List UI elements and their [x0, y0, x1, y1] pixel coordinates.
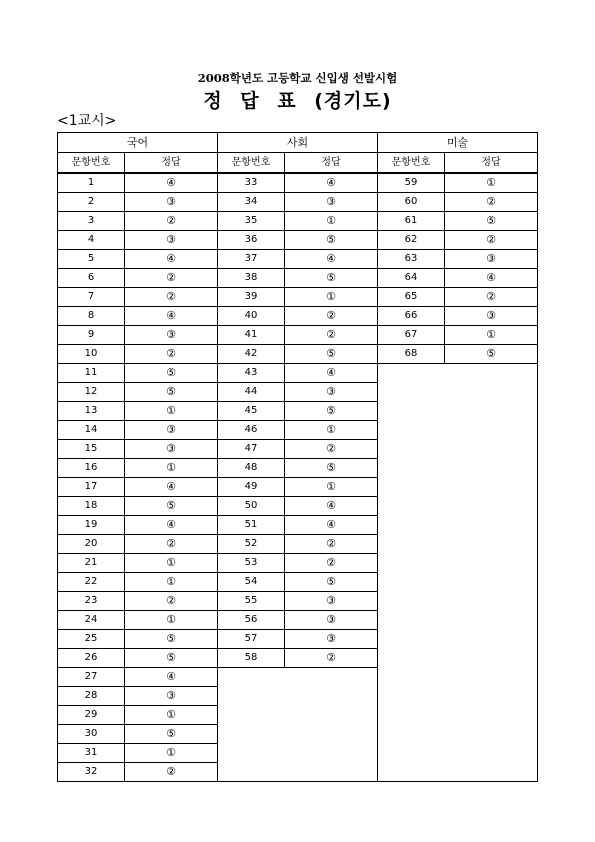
- table-row: [58, 212, 217, 231]
- table-row: [218, 269, 377, 288]
- question-number: 43: [218, 364, 285, 382]
- table-row: [58, 193, 217, 212]
- number-column-header: 문항번호: [58, 153, 125, 172]
- answer-cell: ①: [326, 480, 336, 493]
- table-row: [218, 250, 377, 269]
- answer-cell: ③: [326, 385, 336, 398]
- table-row: [218, 402, 377, 421]
- table-row: [58, 459, 217, 478]
- question-number: 29: [58, 706, 125, 724]
- table-row: [58, 554, 217, 573]
- table-row: [218, 573, 377, 592]
- table-row: [58, 364, 217, 383]
- row-list: [58, 174, 217, 782]
- question-number: 58: [218, 649, 285, 667]
- table-row: [218, 478, 377, 497]
- question-number: 37: [218, 250, 285, 268]
- answer-cell: ④: [166, 176, 176, 189]
- section-header: 사회: [218, 133, 377, 153]
- question-number: 13: [58, 402, 125, 420]
- question-number: 18: [58, 497, 125, 515]
- session-label: <1교시>: [57, 113, 117, 129]
- table-row: [58, 649, 217, 668]
- question-number: 48: [218, 459, 285, 477]
- question-number: 15: [58, 440, 125, 458]
- answer-cell: ④: [326, 366, 336, 379]
- answer-cell: ④: [326, 499, 336, 512]
- question-number: 24: [58, 611, 125, 629]
- answer-cell: ②: [326, 309, 336, 322]
- question-number: 42: [218, 345, 285, 363]
- answer-cell: ③: [166, 328, 176, 341]
- answer-cell: ⑤: [326, 575, 336, 588]
- column-header-row: [218, 153, 377, 174]
- answer-cell: ①: [326, 423, 336, 436]
- answer-cell: ②: [326, 442, 336, 455]
- answer-cell: ④: [166, 252, 176, 265]
- question-number: 28: [58, 687, 125, 705]
- table-row: [58, 307, 217, 326]
- question-number: 41: [218, 326, 285, 344]
- row-list: [218, 174, 377, 668]
- question-number: 44: [218, 383, 285, 401]
- table-row: [378, 288, 537, 307]
- question-number: 10: [58, 345, 125, 363]
- answer-cell: ⑤: [326, 271, 336, 284]
- answer-cell: ①: [166, 575, 176, 588]
- question-number: 53: [218, 554, 285, 572]
- answer-cell: ⑤: [166, 651, 176, 664]
- question-number: 30: [58, 725, 125, 743]
- answer-cell: ③: [486, 252, 496, 265]
- section-art: [378, 133, 537, 781]
- question-number: 26: [58, 649, 125, 667]
- question-number: 11: [58, 364, 125, 382]
- question-number: 65: [378, 288, 445, 306]
- answer-cell: ②: [166, 290, 176, 303]
- question-number: 66: [378, 307, 445, 325]
- column-header-row: [58, 153, 217, 174]
- table-row: [58, 326, 217, 345]
- question-number: 6: [58, 269, 125, 287]
- table-row: [58, 668, 217, 687]
- answer-column-header: 정답: [321, 157, 341, 168]
- table-row: [218, 440, 377, 459]
- question-number: 63: [378, 250, 445, 268]
- question-number: 12: [58, 383, 125, 401]
- question-number: 47: [218, 440, 285, 458]
- answer-cell: ③: [166, 233, 176, 246]
- question-number: 22: [58, 573, 125, 591]
- answer-cell: ①: [326, 214, 336, 227]
- table-row: [218, 364, 377, 383]
- question-number: 16: [58, 459, 125, 477]
- answer-cell: ②: [326, 328, 336, 341]
- table-row: [218, 554, 377, 573]
- question-number: 27: [58, 668, 125, 686]
- answer-cell: ②: [166, 214, 176, 227]
- answer-cell: ③: [326, 195, 336, 208]
- answer-column-header: 정답: [481, 157, 501, 168]
- question-number: 35: [218, 212, 285, 230]
- table-row: [58, 763, 217, 782]
- question-number: 9: [58, 326, 125, 344]
- table-row: [218, 307, 377, 326]
- table-row: [58, 345, 217, 364]
- question-number: 59: [378, 174, 445, 192]
- question-number: 32: [58, 763, 125, 781]
- table-row: [58, 611, 217, 630]
- question-number: 61: [378, 212, 445, 230]
- table-row: [218, 326, 377, 345]
- answer-cell: ②: [166, 594, 176, 607]
- section-header: 미술: [378, 133, 537, 153]
- question-number: 31: [58, 744, 125, 762]
- question-number: 3: [58, 212, 125, 230]
- table-row: [58, 288, 217, 307]
- question-number: 45: [218, 402, 285, 420]
- question-number: 55: [218, 592, 285, 610]
- table-row: [58, 744, 217, 763]
- answer-cell: ①: [166, 746, 176, 759]
- answer-cell: ①: [166, 613, 176, 626]
- table-row: [58, 516, 217, 535]
- table-row: [218, 497, 377, 516]
- answer-cell: ①: [166, 556, 176, 569]
- question-number: 34: [218, 193, 285, 211]
- question-number: 60: [378, 193, 445, 211]
- question-number: 38: [218, 269, 285, 287]
- question-number: 21: [58, 554, 125, 572]
- question-number: 7: [58, 288, 125, 306]
- answer-cell: ②: [326, 556, 336, 569]
- answer-cell: ②: [166, 537, 176, 550]
- table-row: [378, 326, 537, 345]
- question-number: 64: [378, 269, 445, 287]
- answer-cell: ③: [166, 195, 176, 208]
- answer-cell: ①: [486, 328, 496, 341]
- table-row: [218, 649, 377, 668]
- answer-column-header: 정답: [161, 157, 181, 168]
- question-number: 2: [58, 193, 125, 211]
- question-number: 39: [218, 288, 285, 306]
- table-row: [58, 725, 217, 744]
- question-number: 46: [218, 421, 285, 439]
- row-list: [378, 174, 537, 364]
- answer-cell: ⑤: [326, 404, 336, 417]
- table-row: [218, 516, 377, 535]
- table-row: [58, 174, 217, 193]
- question-number: 25: [58, 630, 125, 648]
- table-row: [378, 212, 537, 231]
- answer-cell: ②: [166, 347, 176, 360]
- answer-cell: ②: [326, 537, 336, 550]
- question-number: 49: [218, 478, 285, 496]
- table-row: [58, 402, 217, 421]
- question-number: 57: [218, 630, 285, 648]
- answer-cell: ⑤: [486, 347, 496, 360]
- question-number: 23: [58, 592, 125, 610]
- answer-cell: ⑤: [166, 499, 176, 512]
- number-column-header: 문항번호: [378, 153, 445, 172]
- table-row: [378, 193, 537, 212]
- table-row: [218, 174, 377, 193]
- answer-cell: ③: [326, 632, 336, 645]
- answer-cell: ③: [166, 423, 176, 436]
- answer-cell: ②: [326, 651, 336, 664]
- question-number: 19: [58, 516, 125, 534]
- column-header-row: [378, 153, 537, 174]
- question-number: 68: [378, 345, 445, 363]
- table-row: [58, 478, 217, 497]
- number-column-header: 문항번호: [218, 153, 285, 172]
- table-row: [218, 212, 377, 231]
- table-row: [58, 421, 217, 440]
- answer-cell: ③: [486, 309, 496, 322]
- table-row: [58, 687, 217, 706]
- table-row: [218, 459, 377, 478]
- table-row: [58, 440, 217, 459]
- answer-cell: ①: [486, 176, 496, 189]
- answer-cell: ②: [486, 195, 496, 208]
- table-row: [218, 421, 377, 440]
- answer-cell: ④: [326, 176, 336, 189]
- table-row: [218, 630, 377, 649]
- answer-cell: ⑤: [326, 347, 336, 360]
- table-row: [58, 497, 217, 516]
- section-korean: [58, 133, 218, 781]
- page-title: 정 답 표 (경기도): [203, 90, 392, 112]
- table-row: [218, 592, 377, 611]
- answer-cell: ①: [166, 708, 176, 721]
- question-number: 20: [58, 535, 125, 553]
- question-number: 52: [218, 535, 285, 553]
- answer-cell: ④: [486, 271, 496, 284]
- answer-cell: ④: [166, 480, 176, 493]
- question-number: 40: [218, 307, 285, 325]
- answer-cell: ⑤: [166, 727, 176, 740]
- answer-cell: ⑤: [486, 214, 496, 227]
- table-row: [218, 611, 377, 630]
- question-number: 33: [218, 174, 285, 192]
- question-number: 4: [58, 231, 125, 249]
- question-number: 51: [218, 516, 285, 534]
- question-number: 62: [378, 231, 445, 249]
- answer-cell: ③: [326, 613, 336, 626]
- answer-cell: ①: [166, 404, 176, 417]
- question-number: 67: [378, 326, 445, 344]
- table-row: [58, 231, 217, 250]
- table-row: [58, 535, 217, 554]
- answer-cell: ⑤: [326, 233, 336, 246]
- question-number: 56: [218, 611, 285, 629]
- section-header: 국어: [58, 133, 217, 153]
- answer-cell: ⑤: [326, 461, 336, 474]
- answer-cell: ①: [326, 290, 336, 303]
- question-number: 36: [218, 231, 285, 249]
- question-number: 8: [58, 307, 125, 325]
- table-row: [378, 250, 537, 269]
- table-row: [58, 250, 217, 269]
- question-number: 1: [58, 174, 125, 192]
- table-row: [58, 269, 217, 288]
- table-row: [218, 535, 377, 554]
- answer-cell: ③: [326, 594, 336, 607]
- question-number: 5: [58, 250, 125, 268]
- table-row: [218, 193, 377, 212]
- table-row: [378, 174, 537, 193]
- answer-cell: ②: [486, 233, 496, 246]
- table-row: [58, 630, 217, 649]
- answer-cell: ⑤: [166, 632, 176, 645]
- table-row: [58, 706, 217, 725]
- answer-table: [57, 132, 538, 782]
- table-row: [58, 383, 217, 402]
- exam-subtitle: 2008학년도 고등학교 신입생 선발시험: [197, 71, 398, 85]
- answer-cell: ④: [166, 518, 176, 531]
- answer-cell: ④: [166, 670, 176, 683]
- table-row: [378, 307, 537, 326]
- answer-cell: ⑤: [166, 385, 176, 398]
- answer-cell: ④: [326, 252, 336, 265]
- table-row: [218, 383, 377, 402]
- question-number: 14: [58, 421, 125, 439]
- question-number: 17: [58, 478, 125, 496]
- answer-cell: ②: [486, 290, 496, 303]
- table-row: [378, 269, 537, 288]
- table-row: [58, 573, 217, 592]
- table-row: [218, 345, 377, 364]
- answer-cell: ③: [166, 689, 176, 702]
- section-social: [218, 133, 378, 781]
- answer-cell: ④: [326, 518, 336, 531]
- answer-cell: ⑤: [166, 366, 176, 379]
- table-row: [378, 231, 537, 250]
- answer-cell: ①: [166, 461, 176, 474]
- question-number: 50: [218, 497, 285, 515]
- answer-cell: ④: [166, 309, 176, 322]
- answer-cell: ②: [166, 765, 176, 778]
- answer-cell: ②: [166, 271, 176, 284]
- table-row: [378, 345, 537, 364]
- table-row: [58, 592, 217, 611]
- table-row: [218, 231, 377, 250]
- answer-cell: ③: [166, 442, 176, 455]
- question-number: 54: [218, 573, 285, 591]
- table-row: [218, 288, 377, 307]
